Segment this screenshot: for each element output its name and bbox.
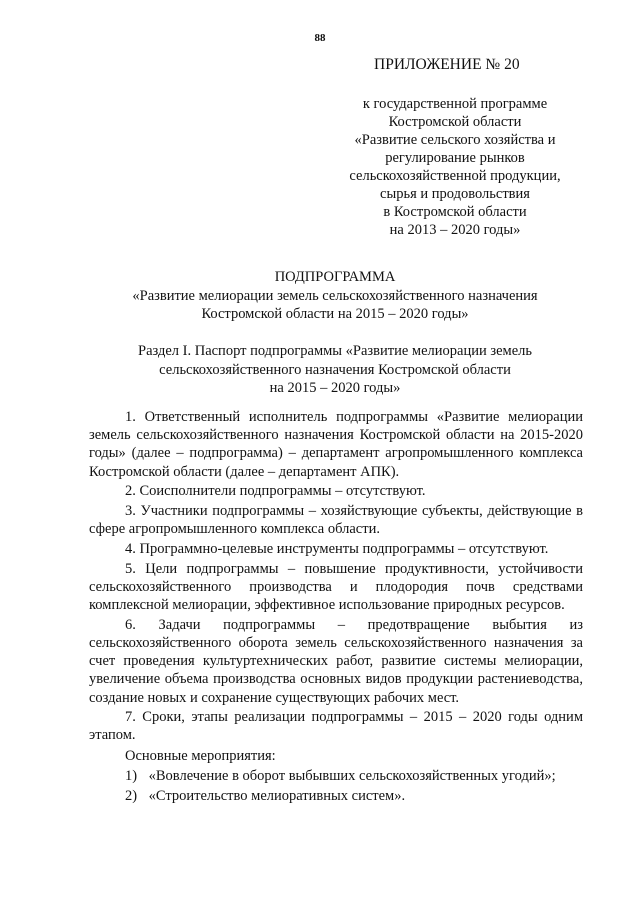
section-heading-line: сельскохозяйственного назначения Костромской области <box>159 361 511 378</box>
section-heading-block <box>80 342 590 398</box>
appendix-line: Костромской области <box>388 114 522 130</box>
page-number: 88 <box>314 32 326 44</box>
paragraph-goals: 5. Цели подпрограммы – повышение продуктивности, устойчивости сельскохозяйственного производства и плодородия почв средствами комплексной мелиорации, эффективное использование природных ресурсов. <box>89 560 583 614</box>
list-item <box>125 767 583 785</box>
paragraph-tasks: 6. Задачи подпрограммы – предотвращение выбытия из сельскохозяйственного оборота земель сельскохозяйственного назначения за счет проведения культуртехнических работ, развитие системы мелиорации, увеличение объема производства основных видов продукции растениеводства, создание новых и сохранение существующих рабочих мест. <box>89 616 583 706</box>
list-item-text: «Вовлечение в оборот выбывших сельскохозяйственных угодий»; <box>148 767 556 784</box>
paragraph-co-executors: 2. Соисполнители подпрограммы – отсутствуют. <box>125 483 426 500</box>
appendix-line: «Развитие сельского хозяйства и <box>354 132 556 148</box>
paragraph-responsible-executor: 1. Ответственный исполнитель подпрограммы «Развитие мелиорации земель сельскохозяйственного назначения Костромской области на 2015-2020 годы» (далее – подпрограмма) – департамент агропромышленного комплекса Костромской области (далее – департамент АПК). <box>89 409 583 480</box>
paragraph-timeline: 7. Сроки, этапы реализации подпрограммы – 2015 – 2020 годы одним этапом. <box>89 709 583 744</box>
subprogram-title-block <box>80 268 590 324</box>
appendix-line: на 2013 – 2020 годы» <box>389 222 521 238</box>
appendix-line: сельскохозяйственной продукции, <box>349 168 561 184</box>
subprogram-heading: ПОДПРОГРАММА <box>274 269 396 285</box>
section-heading-line: Раздел I. Паспорт подпрограммы «Развитие мелиорации земель <box>138 343 532 359</box>
appendix-reference <box>320 95 590 239</box>
subprogram-title-line: «Развитие мелиорации земель сельскохозяйственного назначения <box>132 287 538 304</box>
appendix-line: сырья и продовольствия <box>380 186 530 202</box>
paragraph-participants: 3. Участники подпрограммы – хозяйствующие субъекты, действующие в сфере агропромышленного комплекса области. <box>89 503 583 538</box>
appendix-line: в Костромской области <box>383 204 527 220</box>
paragraph-instruments: 4. Программно-целевые инструменты подпрограммы – отсутствуют. <box>125 540 549 557</box>
list-item-text: «Строительство мелиоративных систем». <box>148 788 406 805</box>
appendix-line: регулирование рынков <box>385 150 525 166</box>
list-item-number: 2) <box>125 788 138 805</box>
list-item <box>125 787 583 805</box>
appendix-line: к государственной программе <box>362 96 548 112</box>
list-item-number: 1) <box>125 767 138 784</box>
passport-body <box>89 408 583 805</box>
section-heading-line: на 2015 – 2020 годы» <box>269 380 401 396</box>
appendix-title: ПРИЛОЖЕНИЕ № 20 <box>374 56 520 73</box>
main-activities-heading: Основные мероприятия: <box>125 747 276 764</box>
subprogram-title-line: Костромской области на 2015 – 2020 годы» <box>201 306 469 322</box>
